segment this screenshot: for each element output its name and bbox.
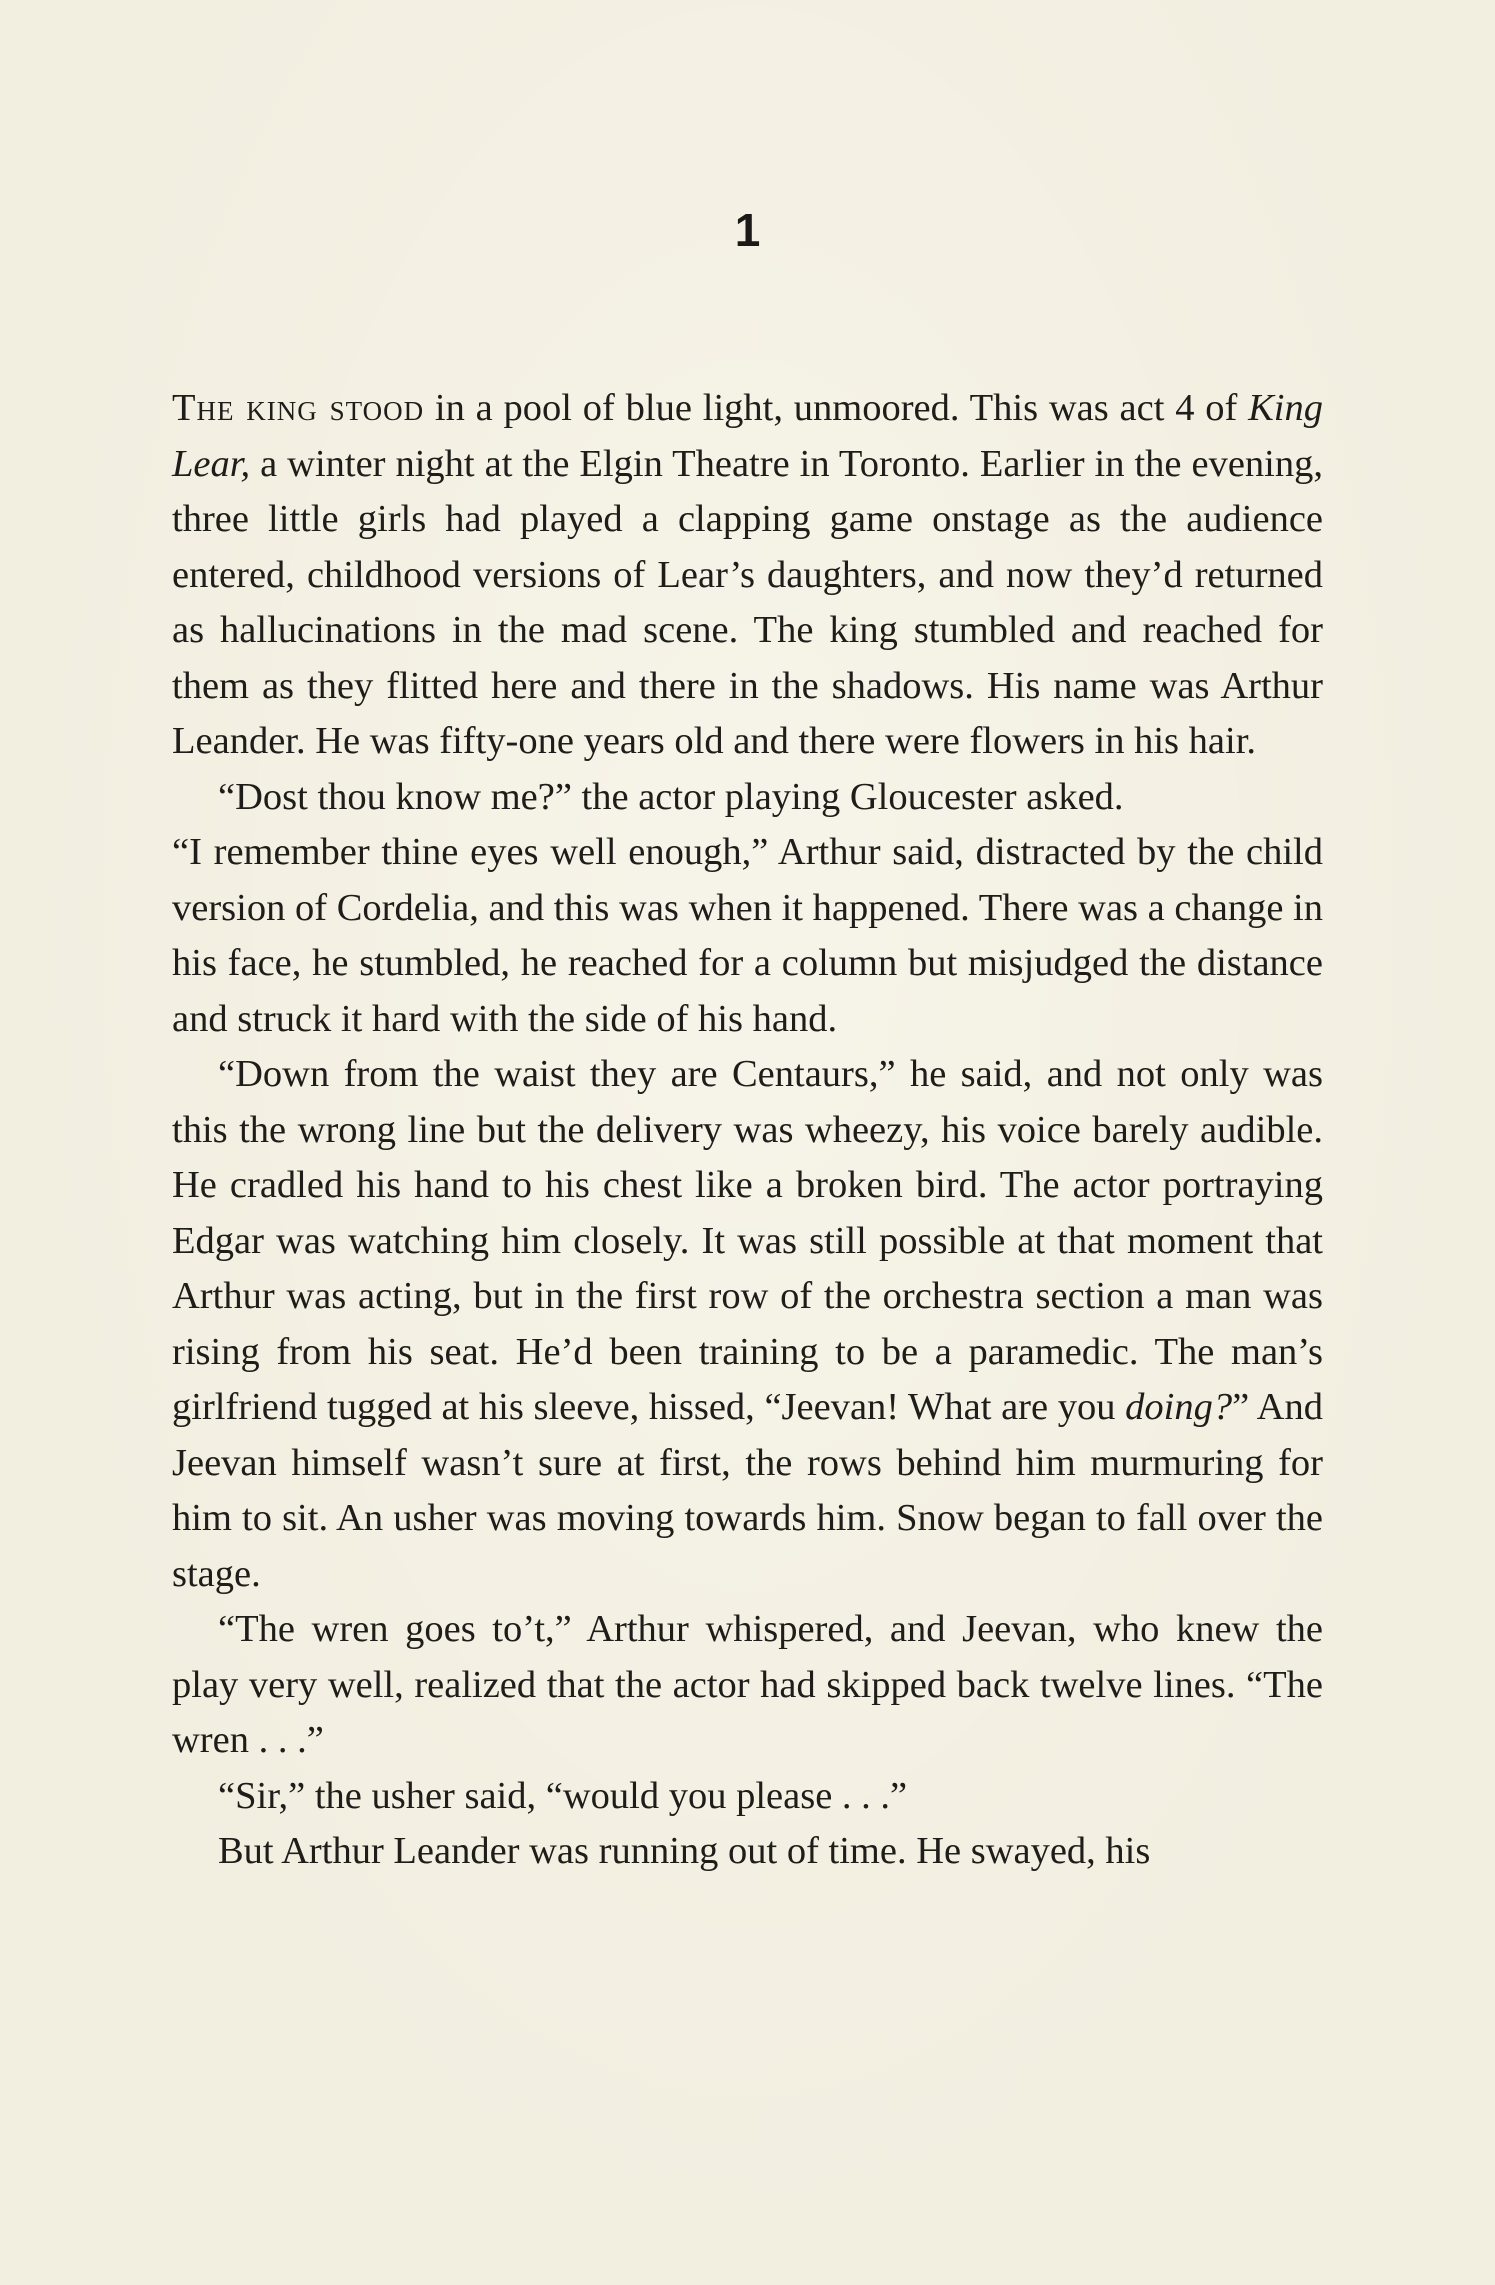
- play-title-italic: King Lear,: [172, 387, 1324, 485]
- doing-italic: doing?: [1125, 1386, 1233, 1428]
- paragraph-2: “Dost thou know me?” the actor playing Gloucester asked.: [218, 775, 1124, 818]
- opening-smallcaps: The king stood: [172, 387, 425, 429]
- paragraph-4: [172, 1047, 1323, 1602]
- body-text: [172, 381, 1323, 1880]
- paragraph-4-text-b: ” And Jeevan himself wasn’t sure at first, the rows behind him murmuring for him to sit. An usher was moving towards him. Snow began to fall over the stage.: [172, 1386, 1323, 1595]
- paragraph-3: “I remember thine eyes well enough,” Arthur said, distracted by the child version of Cordelia, and this was when it happened. There was a change in his face, he stumbled, he reached for a column but misjudged the distance and struck it hard with the side of his hand.: [172, 831, 1323, 1040]
- paragraph-4-text-a: “Down from the waist they are Centaurs,” he said, and not only was this the wrong line but the delivery was wheezy, his voice barely audible. He cradled his hand to his chest like a broken bird. The actor portraying Edgar was watching him closely. It was still possible at that moment that Arthur was acting, but in the first row of the orchestra section a man was rising from his seat. He’d been training to be a paramedic. The man’s girlfriend tugged at his sleeve, hissed, “Jeevan! What are you: [172, 1053, 1323, 1428]
- paragraph-1: [172, 381, 1323, 770]
- chapter-number: 1: [734, 204, 761, 256]
- paragraph-6: “Sir,” the usher said, “would you please . . .”: [218, 1774, 908, 1817]
- paragraph-1-text-b: a winter night at the Elgin Theatre in Toronto. Earlier in the evening, three little girls had played a clapping game onstage as the audience entered, childhood versions of Lear’s daughters, and now they’d returned as hallucinations in the mad scene. The king stumbled and reached for them as they flitted here and there in the shadows. His name was Arthur Leander. He was fifty-one years old and there were flowers in his hair.: [172, 442, 1323, 762]
- paragraph-5: “The wren goes to’t,” Arthur whispered, and Jeevan, who knew the play very well, realized that the actor had skipped back twelve lines. “The wren . . .”: [172, 1608, 1323, 1761]
- paragraph-7: But Arthur Leander was running out of time. He swayed, his: [218, 1830, 1151, 1872]
- paragraph-1-text-a: in a pool of blue light, unmoored. This was act 4 of: [424, 387, 1249, 429]
